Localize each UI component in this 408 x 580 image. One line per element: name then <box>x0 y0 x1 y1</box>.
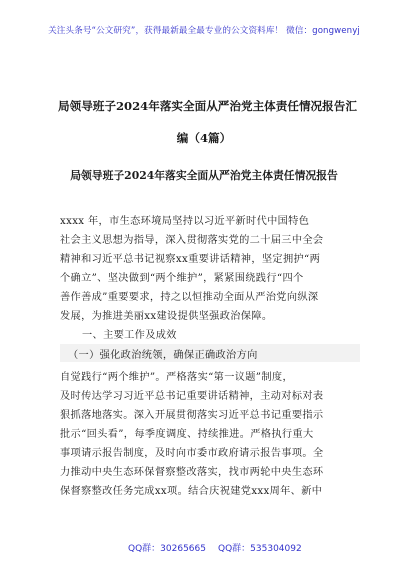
document-title-line2: 编（4篇） <box>176 131 232 145</box>
section-heading: 一、主要工作及成效 <box>82 330 177 341</box>
paragraph-line: 狠抓落地落实。深入开展贯彻落实习近平总书记重要指示 <box>60 410 324 421</box>
paragraph-line: 自觉践行“两个维护”。严格落实“第一议题”制度， <box>60 372 293 383</box>
paragraph-line: 善作善成”重要要求，持之以恒推动全面从严治党向纵深 <box>60 292 319 303</box>
paragraph-line: 个确立”、坚决做到“两个维护”，紧紧围绕践行“四个 <box>60 273 304 284</box>
qq-group-2: QQ群：535304092 <box>218 544 302 554</box>
qq-group-1: QQ群：30265665 <box>128 544 206 554</box>
paragraph-line: 社会主义思想为指导，深入贯彻落实党的二十届三中全会 <box>60 235 324 246</box>
paragraph-line: 及时传达学习习近平总书记重要讲话精神，主动对标对表 <box>60 391 324 402</box>
paragraph-line: 力推动中央生态环保督察整改落实，找市两轮中央生态环 <box>60 467 324 478</box>
paragraph-line: 精神和习近平总书记视察xx重要讲话精神，坚定拥护“两 <box>60 254 321 265</box>
document-subtitle: 局领导班子2024年落实全面从严治党主体责任情况报告 <box>70 169 338 182</box>
paragraph-line: 事项请示报告制度，及时向市委市政府请示报告事项。全 <box>60 448 324 459</box>
paragraph-line: 批示“回头看”，每季度调度、持续推进。严格执行重大 <box>60 429 314 440</box>
paragraph-line: 发展，为推进美丽xx建设提供坚强政治保障。 <box>60 311 273 322</box>
promo-banner: 关注头条号“公文研究”，获得最新最全最专业的公文资料库！ 微信：gongwenyj <box>48 26 360 36</box>
paragraph-line: 保督察整改任务完成xx项。结合庆祝建党xxx周年、新中 <box>60 486 323 497</box>
paragraph-line: xxxx 年，市生态环境局坚持以习近平新时代中国特色 <box>60 216 310 227</box>
subsection-heading: （一）强化政治统领，确保正确政治方向 <box>68 350 258 361</box>
document-title-line1: 局领导班子2024年落实全面从严治党主体责任情况报告汇 <box>58 99 357 113</box>
